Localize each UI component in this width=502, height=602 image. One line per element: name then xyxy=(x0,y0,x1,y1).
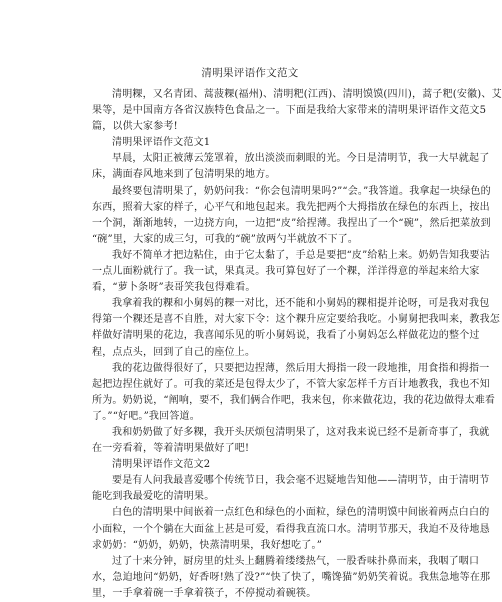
body-line: 篇，以供大家参考! xyxy=(92,121,178,133)
body-line: 一个洞，渐渐地转，一边挠方向，一边把“皮”给捏薄。我捏出了一个“碗”，然后把菜放到 xyxy=(92,217,491,229)
document-body xyxy=(92,87,502,602)
body-line: 清明果评语作文范文1 xyxy=(112,137,211,149)
body-line: 白色的清明果中间嵌着一点红色和绿色的小面粒，绿色的清明馍中间嵌着两点白白的 xyxy=(112,507,490,519)
body-line: 看，“萝卜条呀”表哥笑我包得难看。 xyxy=(92,282,256,294)
body-line: 最终要包清明果了，奶奶问我：“你会包清明果吗?”“会。”我答道。我拿起一块绿色的 xyxy=(112,185,491,197)
body-line: 早晨，太阳正被薄云笼罩着，放出淡淡而刺眼的光。今日是清明节，我一大早就起了 xyxy=(112,153,490,165)
body-line: 了。”“好吧。”我回答道。 xyxy=(92,410,200,422)
body-line: 我拿着我的粿和小舅妈的粿一对比，还不能和小舅妈的粿相提并论呀，可是我对我包 xyxy=(112,298,490,310)
body-line: 在一旁看着，等着清明果做好了吧! xyxy=(92,443,250,455)
body-line: “碗”里，大家的成三匀，可我的“碗”放两勺半就放不下了。 xyxy=(92,233,359,245)
body-line: 东西，照着大家的样子，心平气和地包起来。我先把两个大拇指放在绿色的东西上，按出 xyxy=(92,201,490,213)
body-line: 清明粿，又名青团、蒿菠粿(福州)、清明粑(江西)、清明馍馍(四川)，蒿子粑(安徽)、艾 xyxy=(112,89,502,100)
body-line: 求奶奶：“奶奶，奶奶，快蒸清明果，我好想吃了。” xyxy=(92,539,323,551)
body-line: 里，一手拿着碗一手拿着筷子，不停搅动着碗筷。 xyxy=(92,587,317,599)
body-line: 所为。奶奶说，“阐响，要不，我们俩合作吧，我来包，你来做花边，我的花边做得太难看 xyxy=(92,394,496,406)
body-line: 样做好清明果的花边，我喜闻乐见的听小舅妈说，我看了小舅妈怎么样做花边的整个过 xyxy=(92,330,480,342)
body-line: 床，满面春风地来到了包清明果的地方。 xyxy=(92,169,276,181)
body-line: 程，点点头，回到了自己的座位上。 xyxy=(92,346,256,358)
body-line: 过了十来分钟，厨房里的灶头上翻腾着缕缕热气，一股香味扑鼻而来，我咽了咽口 xyxy=(112,555,480,567)
body-line: 我好不简单才把边粘住，由于它太黏了，手总是要把“皮”给粘上来。奶奶告知我要沾 xyxy=(112,249,490,261)
body-line: 能吃到我最爱吃的清明果。 xyxy=(92,491,215,503)
document-title: 清明果评语作文范文 xyxy=(201,67,299,79)
body-line: 水，急迫地问“奶奶，好香呀!熟了没?”“快了快了，嘴馋猫”奶奶笑着说。我焦急地等在那 xyxy=(92,571,491,583)
body-line: 果等，是中国南方各省汉族特色食品之一。下面是我给大家带来的清明果评语作文范文5 xyxy=(92,105,487,117)
body-line: 起把边捏住就好了。可我的菜还是包得太少了，不管大家怎样千方百计地教我，我也不知 xyxy=(92,378,490,390)
body-line: 我的花边做得很好了，只要把边捏薄，然后用大拇指一段一段地推，用食指和拇指一 xyxy=(112,362,490,374)
body-line: 小面粒，一个个躺在大面盆上甚是可爱，看得我直流口水。清明节那天，我迫不及待地恳 xyxy=(92,523,490,535)
body-line: 清明果评语作文范文2 xyxy=(112,459,211,471)
body-line: 得第一个粿还是喜不自胜，对大家下令：这个粿升应定要给我吃。小舅舅把我叫来，教我怎 xyxy=(92,314,500,326)
body-line: 我和奶奶做了好多粿，我开头厌烦包清明果了，这对我来说已经不是新奇事了，我就 xyxy=(112,426,490,438)
body-line: 要是有人问我最喜爱哪个传统节日，我会毫不迟疑地告知他——清明节，由于清明节 xyxy=(112,475,490,487)
body-line: 一点儿面粉就行了。我一试，果真灵。我可算包好了一个粿，洋洋得意的举起来给大家 xyxy=(92,266,480,278)
